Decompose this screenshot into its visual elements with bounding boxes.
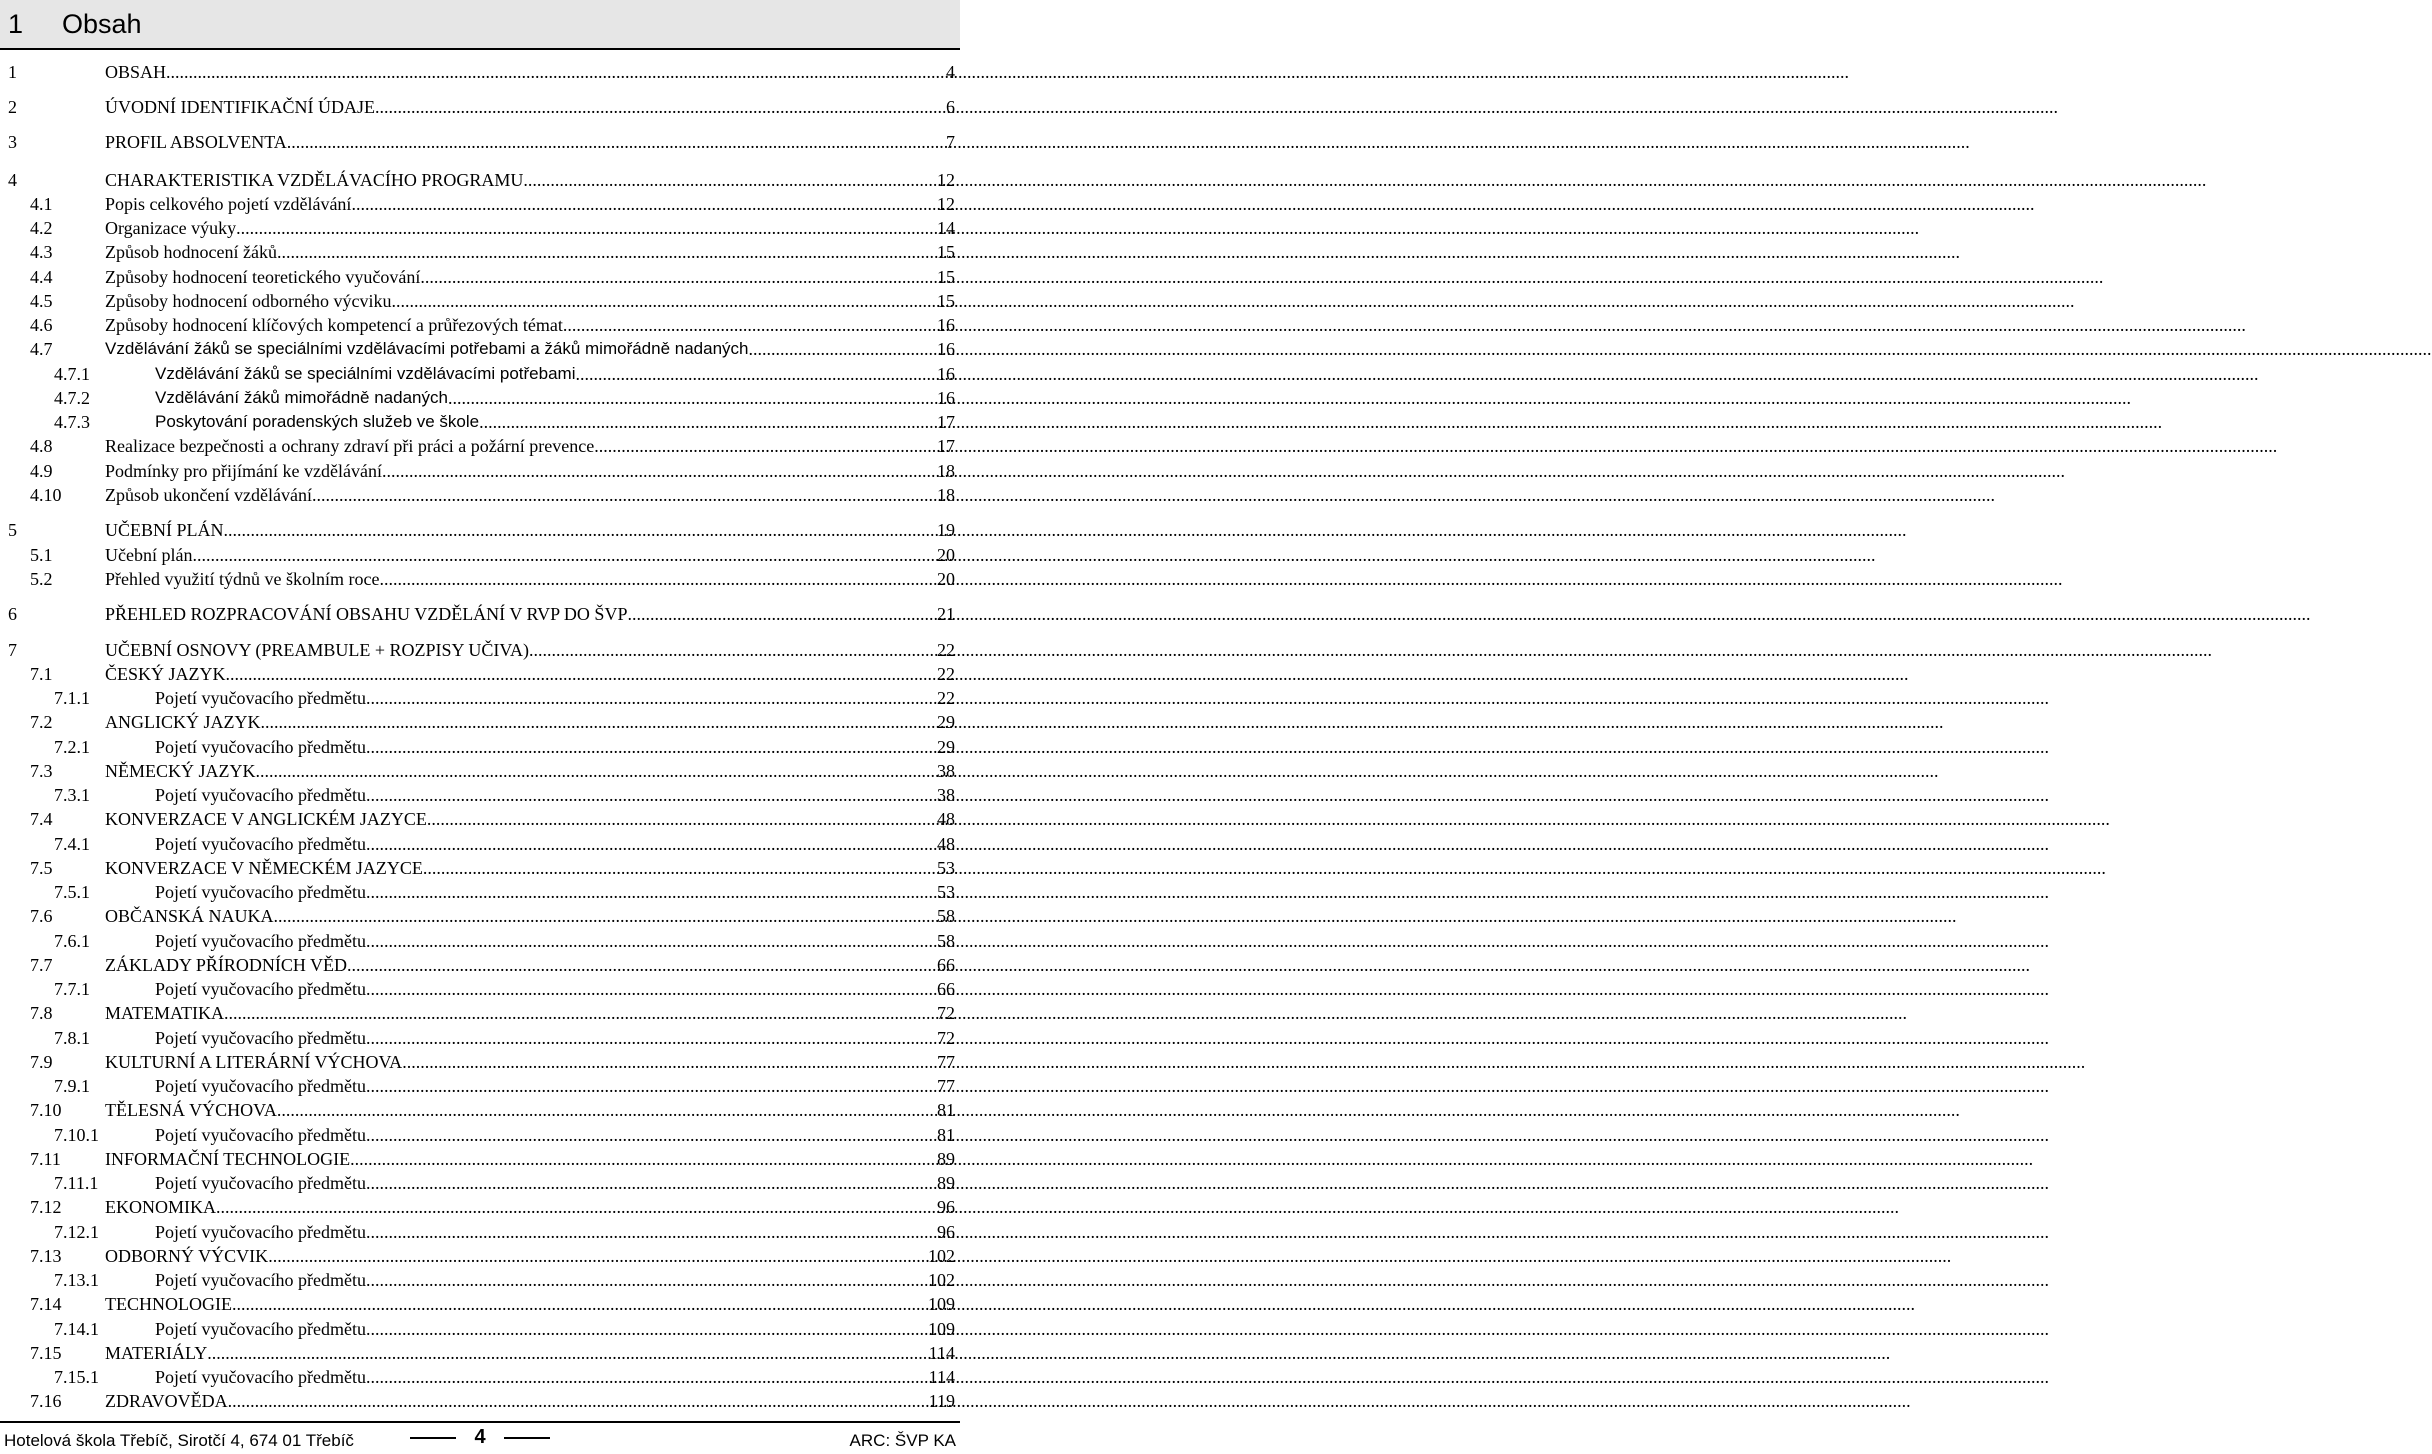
toc-dot-leader: [226, 664, 936, 684]
toc-dot-leader: [312, 485, 936, 505]
toc-entry-title: Pojetí vyučovacího předmětu: [155, 979, 366, 999]
toc-entry-page: 48: [937, 834, 955, 854]
toc-dot-leader: [563, 315, 936, 335]
toc-entry-number: 7.8.1: [54, 1028, 90, 1048]
toc-entry-page: 20: [937, 545, 955, 565]
toc-entry-title: Způsoby hodnocení klíčových kompetencí a průřezových témat: [105, 315, 563, 335]
toc-entry-number: 7.4: [30, 809, 53, 829]
toc-entry-title: Pojetí vyučovacího předmětu: [155, 1319, 366, 1339]
toc-dot-leader: [228, 1391, 928, 1411]
toc-entry-page: 14: [937, 218, 955, 238]
toc-entry[interactable]: [0, 710, 955, 732]
footer-page-value: 4: [474, 1426, 486, 1448]
toc-entry-title: KULTURNÍ A LITERÁRNÍ VÝCHOVA: [105, 1052, 403, 1072]
page-footer: [0, 1421, 960, 1454]
toc-entry-title: ÚVODNÍ IDENTIFIKAČNÍ ÚDAJE: [105, 97, 375, 117]
toc-entry-title: UČEBNÍ OSNOVY (PREAMBULE + ROZPISY UČIVA): [105, 640, 530, 660]
toc-dot-leader: [594, 436, 936, 456]
toc-dot-leader: [366, 1173, 936, 1193]
toc-entry-number: 4.7.2: [54, 388, 90, 408]
toc-entry-number: 7: [8, 640, 17, 660]
toc-entry-page: 22: [937, 664, 955, 684]
toc-entry-number: 7.11.1: [54, 1173, 99, 1193]
toc-entry[interactable]: [0, 686, 955, 708]
toc-entry-title: ČESKÝ JAZYK: [105, 664, 226, 684]
toc-entry-page: 12: [937, 170, 955, 190]
toc-dot-leader: [224, 1003, 936, 1023]
toc-dot-leader: [366, 882, 936, 902]
toc-entry-page: 18: [937, 485, 955, 505]
toc-entry-page: 66: [937, 955, 955, 975]
toc-entry-title: Přehled využití týdnů ve školním roce: [105, 569, 380, 589]
toc-dot-leader: [224, 520, 936, 540]
toc-entry-page: 29: [937, 712, 955, 732]
toc-entry-page: 96: [937, 1222, 955, 1242]
toc-entry-title: Pojetí vyučovacího předmětu: [155, 931, 366, 951]
toc-entry-number: 7.10: [30, 1100, 62, 1120]
toc-entry[interactable]: [0, 1001, 955, 1023]
toc-entry-title: INFORMAČNÍ TECHNOLOGIE: [105, 1149, 351, 1169]
toc-dot-leader: [420, 267, 936, 287]
toc-entry-page: 22: [937, 688, 955, 708]
toc-entry-page: 12: [937, 194, 955, 214]
toc-dot-leader: [366, 1319, 927, 1339]
toc-entry[interactable]: [0, 216, 955, 238]
toc-entry-page: 17: [937, 412, 955, 432]
toc-entry-page: 20: [937, 569, 955, 589]
footer-code: ARC: ŠVP KA: [849, 1431, 956, 1450]
toc-entry-page: 19: [937, 520, 955, 540]
toc-entry-number: 4.2: [30, 218, 53, 238]
toc-entry-title: KONVERZACE V ANGLICKÉM JAZYCE: [105, 809, 427, 829]
toc-entry[interactable]: [0, 759, 955, 781]
toc-entry-title: Pojetí vyučovacího předmětu: [155, 1367, 366, 1387]
toc-entry-title: Způsob ukončení vzdělávání: [105, 485, 312, 505]
toc-entry-number: 7.16: [30, 1391, 62, 1411]
toc-entry[interactable]: [0, 240, 955, 262]
toc-entry-number: 4.7.1: [54, 364, 90, 384]
toc-entry-page: 72: [937, 1003, 955, 1023]
toc-entry[interactable]: [0, 1292, 955, 1314]
toc-dot-leader: [366, 834, 936, 854]
toc-entry-number: 7.7.1: [54, 979, 90, 999]
toc-entry-title: Způsoby hodnocení odborného výcviku: [105, 291, 392, 311]
toc-entry-number: 7.1.1: [54, 688, 90, 708]
toc-dot-leader: [366, 688, 936, 708]
toc-entry-title: NĚMECKÝ JAZYK: [105, 761, 256, 781]
toc-entry-title: Pojetí vyučovacího předmětu: [155, 1173, 366, 1193]
toc-dot-leader: [366, 1125, 936, 1145]
toc-dot-leader: [277, 242, 936, 262]
toc-entry[interactable]: [0, 662, 955, 684]
toc-entry-page: 15: [937, 242, 955, 262]
toc-dot-leader: [350, 1149, 936, 1169]
toc-entry-number: 7.8: [30, 1003, 53, 1023]
toc-entry-title: Pojetí vyučovacího předmětu: [155, 1270, 366, 1290]
toc-entry-title: Vzdělávání žáků se speciálními vzdělávacími potřebami: [155, 364, 576, 383]
toc-entry[interactable]: [0, 638, 955, 660]
table-of-contents: [0, 0, 960, 1420]
toc-entry-page: 6: [946, 97, 955, 117]
toc-entry-number: 4.8: [30, 436, 53, 456]
toc-dot-leader: [427, 809, 936, 829]
toc-entry-number: 7.15.1: [54, 1367, 99, 1387]
toc-dot-leader: [366, 1076, 936, 1096]
toc-dot-leader: [207, 1343, 927, 1363]
toc-entry-page: 16: [937, 339, 955, 359]
footer-page-number: [0, 1426, 960, 1449]
toc-dot-leader: [256, 761, 937, 781]
toc-entry[interactable]: [0, 313, 955, 335]
toc-entry-page: 89: [937, 1173, 955, 1193]
toc-entry[interactable]: [0, 1074, 955, 1096]
toc-entry[interactable]: [0, 168, 955, 190]
toc-entry-number: 2: [8, 97, 17, 117]
toc-entry[interactable]: [0, 130, 955, 152]
toc-entry-title: Pojetí vyučovacího předmětu: [155, 785, 366, 805]
toc-entry-title: ZÁKLADY PŘÍRODNÍCH VĚD: [105, 955, 347, 975]
toc-dot-leader: [347, 955, 936, 975]
toc-entry-number: 7.13: [30, 1246, 62, 1266]
toc-entry-number: 7.9: [30, 1052, 53, 1072]
toc-entry-page: 29: [937, 737, 955, 757]
toc-entry[interactable]: [0, 518, 955, 540]
toc-dot-leader: [391, 291, 936, 311]
toc-entry-number: 4.1: [30, 194, 53, 214]
toc-entry[interactable]: [0, 904, 955, 926]
toc-entry-page: 81: [937, 1100, 955, 1120]
toc-entry-number: 7.13.1: [54, 1270, 99, 1290]
toc-entry[interactable]: [0, 60, 955, 82]
toc-entry-number: 7.14.1: [54, 1319, 99, 1339]
toc-dot-leader: [749, 339, 937, 359]
toc-dot-leader: [236, 218, 936, 238]
toc-entry-title: ODBORNÝ VÝCVIK: [105, 1246, 269, 1266]
toc-entry-page: 53: [937, 882, 955, 902]
toc-entry-page: 18: [937, 461, 955, 481]
toc-entry-number: 7.4.1: [54, 834, 90, 854]
toc-entry[interactable]: [0, 410, 955, 432]
heading-number: 1: [8, 9, 24, 39]
toc-entry-page: 109: [928, 1319, 955, 1339]
toc-entry[interactable]: [0, 1123, 955, 1145]
toc-dot-leader: [366, 785, 936, 805]
toc-entry-title: Podmínky pro přijímání ke vzdělávání: [105, 461, 382, 481]
toc-entry-page: 16: [937, 388, 955, 408]
toc-entry-title: Realizace bezpečnosti a ochrany zdraví při práci a požární prevence: [105, 436, 595, 456]
toc-entry-title: Učební plán: [105, 545, 193, 565]
toc-entry[interactable]: [0, 192, 955, 214]
toc-entry-number: 7.3: [30, 761, 53, 781]
toc-entry-title: MATERIÁLY: [105, 1343, 208, 1363]
toc-dot-leader: [261, 712, 937, 732]
toc-dot-leader: [268, 1246, 927, 1266]
toc-entry-number: 7.7: [30, 955, 53, 975]
toc-entry-number: 7.3.1: [54, 785, 90, 805]
toc-entry-page: 77: [937, 1052, 955, 1072]
toc-entry-number: 4.5: [30, 291, 53, 311]
toc-dot-leader: [366, 1270, 927, 1290]
toc-entry[interactable]: [0, 1244, 955, 1266]
toc-dot-leader: [375, 97, 945, 117]
toc-dot-leader: [366, 1222, 936, 1242]
toc-entry[interactable]: [0, 1050, 955, 1072]
toc-entry-page: 21: [937, 604, 955, 624]
toc-dot-leader: [575, 364, 936, 384]
toc-entry-title: MATEMATIKA: [105, 1003, 224, 1023]
toc-entry-title: Způsoby hodnocení teoretického vyučování: [105, 267, 421, 287]
toc-entry-number: 4: [8, 170, 17, 190]
toc-entry-title: PŘEHLED ROZPRACOVÁNÍ OBSAHU VZDĚLÁNÍ V RVP DO ŠVP: [105, 604, 628, 624]
toc-entry-title: Pojetí vyučovacího předmětu: [155, 737, 366, 757]
toc-entry-number: 6: [8, 604, 17, 624]
toc-dot-leader: [402, 1052, 936, 1072]
toc-entry-page: 89: [937, 1149, 955, 1169]
toc-entry[interactable]: [0, 735, 955, 757]
toc-entry-page: 96: [937, 1197, 955, 1217]
toc-entry[interactable]: [0, 1147, 955, 1169]
toc-entry[interactable]: [0, 880, 955, 902]
toc-dot-leader: [366, 931, 936, 951]
toc-entry-number: 4.7: [30, 339, 53, 359]
toc-dot-leader: [366, 1028, 936, 1048]
toc-entry-page: 16: [937, 364, 955, 384]
toc-dot-leader: [277, 1100, 936, 1120]
toc-entry-page: 15: [937, 267, 955, 287]
toc-dot-leader: [529, 640, 936, 660]
toc-entry[interactable]: [0, 459, 955, 481]
toc-entry-title: UČEBNÍ PLÁN: [105, 520, 224, 540]
toc-entry-number: 1: [8, 62, 17, 82]
toc-entry-page: 4: [946, 62, 955, 82]
toc-entry-number: 7.1: [30, 664, 53, 684]
toc-entry-page: 17: [937, 436, 955, 456]
toc-entry-title: TECHNOLOGIE: [105, 1294, 232, 1314]
toc-entry-number: 4.3: [30, 242, 53, 262]
toc-entry-page: 58: [937, 906, 955, 926]
toc-dot-leader: [448, 388, 936, 408]
toc-entry-number: 5: [8, 520, 17, 540]
toc-entry-number: 4.6: [30, 315, 53, 335]
toc-entry-title: CHARAKTERISTIKA VZDĚLÁVACÍHO PROGRAMU: [105, 170, 524, 190]
toc-entry-page: 109: [928, 1294, 955, 1314]
toc-entry[interactable]: [0, 953, 955, 975]
toc-entry-number: 4.10: [30, 485, 62, 505]
toc-dot-leader: [287, 132, 945, 152]
toc-entry-page: 22: [937, 640, 955, 660]
footer-school: Hotelová škola Třebíč, Sirotčí 4, 674 01 Třebíč: [4, 1431, 354, 1450]
toc-entry-page: 102: [928, 1246, 955, 1266]
toc-entry-title: OBSAH: [105, 62, 167, 82]
toc-dot-leader: [379, 569, 936, 589]
toc-entry-number: 7.9.1: [54, 1076, 90, 1096]
toc-entry[interactable]: [0, 265, 955, 287]
toc-entry[interactable]: [0, 977, 955, 999]
toc-entry[interactable]: [0, 1268, 955, 1290]
toc-dot-leader: [523, 170, 936, 190]
toc-entry[interactable]: [0, 807, 955, 829]
toc-entry-number: 7.5: [30, 858, 53, 878]
toc-entry-title: Organizace výuky: [105, 218, 237, 238]
toc-entry[interactable]: [0, 1098, 955, 1120]
toc-entry[interactable]: [0, 483, 955, 505]
toc-entry-title: Poskytování poradenských služeb ve škole: [155, 412, 480, 431]
toc-entry[interactable]: [0, 95, 955, 117]
toc-entry-number: 7.15: [30, 1343, 62, 1363]
toc-entry-page: 15: [937, 291, 955, 311]
toc-entry-page: 16: [937, 315, 955, 335]
toc-entry[interactable]: [0, 362, 955, 384]
toc-entry-page: 7: [946, 132, 955, 152]
toc-entry-page: 72: [937, 1028, 955, 1048]
toc-entry-number: 4.7.3: [54, 412, 90, 432]
toc-entry-title: EKONOMIKA: [105, 1197, 216, 1217]
toc-dot-leader: [274, 906, 936, 926]
toc-entry-title: Způsob hodnocení žáků: [105, 242, 277, 262]
toc-entry[interactable]: [0, 386, 955, 408]
toc-entry-title: Pojetí vyučovacího předmětu: [155, 1125, 366, 1145]
toc-entry-title: Pojetí vyučovacího předmětu: [155, 1222, 366, 1242]
toc-entry[interactable]: [0, 434, 955, 456]
toc-entry[interactable]: [0, 1365, 955, 1387]
toc-entry-page: 102: [928, 1270, 955, 1290]
toc-entry-number: 4.4: [30, 267, 53, 287]
toc-entry[interactable]: [0, 783, 955, 805]
toc-entry-title: KONVERZACE V NĚMECKÉM JAZYCE: [105, 858, 423, 878]
toc-entry-number: 3: [8, 132, 17, 152]
toc-entry-page: 66: [937, 979, 955, 999]
toc-entry-title: Pojetí vyučovacího předmětu: [155, 1076, 366, 1096]
toc-dot-leader: [351, 194, 936, 214]
toc-dot-leader: [366, 1367, 928, 1387]
toc-entry-page: 114: [928, 1367, 955, 1387]
toc-entry[interactable]: [0, 1317, 955, 1339]
toc-entry-title: Pojetí vyučovacího předmětu: [155, 882, 366, 902]
toc-entry-title: Pojetí vyučovacího předmětu: [155, 1028, 366, 1048]
toc-entry-page: 81: [937, 1125, 955, 1145]
toc-dot-leader: [366, 979, 936, 999]
toc-dot-leader: [366, 737, 936, 757]
toc-entry-number: 7.14: [30, 1294, 62, 1314]
toc-entry-number: 7.6.1: [54, 931, 90, 951]
toc-entry[interactable]: [0, 567, 955, 589]
toc-entry[interactable]: [0, 289, 955, 311]
toc-entry-title: Pojetí vyučovacího předmětu: [155, 688, 366, 708]
toc-entry[interactable]: [0, 543, 955, 565]
toc-entry-page: 38: [937, 761, 955, 781]
toc-entry[interactable]: [0, 1171, 955, 1193]
toc-dot-leader: [192, 545, 936, 565]
toc-entry[interactable]: [0, 602, 955, 624]
toc-entry-number: 5.2: [30, 569, 53, 589]
toc-entry-title: Pojetí vyučovacího předmětu: [155, 834, 366, 854]
toc-entry[interactable]: [0, 856, 955, 878]
toc-entry[interactable]: [0, 1389, 955, 1411]
toc-entry-title: ZDRAVOVĚDA: [105, 1391, 228, 1411]
toc-entry-title: OBČANSKÁ NAUKA: [105, 906, 274, 926]
toc-entry-number: 7.11: [30, 1149, 61, 1169]
toc-entry-number: 4.9: [30, 461, 53, 481]
toc-entry-page: 48: [937, 809, 955, 829]
toc-dot-leader: [166, 62, 945, 82]
toc-entry-number: 7.6: [30, 906, 53, 926]
toc-entry-number: 7.2: [30, 712, 53, 732]
toc-entry-page: 38: [937, 785, 955, 805]
toc-entry[interactable]: [0, 832, 955, 854]
toc-entry-title: PROFIL ABSOLVENTA: [105, 132, 287, 152]
toc-entry-title: Vzdělávání žáků mimořádně nadaných: [155, 388, 448, 407]
toc-entry-number: 7.10.1: [54, 1125, 99, 1145]
toc-entry-title: Vzdělávání žáků se speciálními vzdělávacími potřebami a žáků mimořádně nadaných: [105, 339, 749, 358]
toc-entry[interactable]: [0, 1195, 955, 1217]
toc-entry-number: 5.1: [30, 545, 53, 565]
toc-entry[interactable]: [0, 1026, 955, 1048]
toc-dot-leader: [216, 1197, 936, 1217]
toc-dot-leader: [479, 412, 936, 432]
toc-entry-title: Popis celkového pojetí vzdělávání: [105, 194, 352, 214]
toc-entry-number: 7.5.1: [54, 882, 90, 902]
toc-entry-number: 7.12: [30, 1197, 62, 1217]
toc-entry-page: 77: [937, 1076, 955, 1096]
toc-entry-title: ANGLICKÝ JAZYK: [105, 712, 261, 732]
toc-entry[interactable]: [0, 1220, 955, 1242]
toc-entry[interactable]: [0, 1341, 955, 1363]
toc-entry-number: 7.2.1: [54, 737, 90, 757]
toc-entry-page: 53: [937, 858, 955, 878]
toc-entry-number: 7.12.1: [54, 1222, 99, 1242]
toc-entry-page: 119: [928, 1391, 955, 1411]
toc-dot-leader: [382, 461, 936, 481]
toc-entry[interactable]: [0, 337, 955, 359]
toc-dot-leader: [627, 604, 936, 624]
heading-title: Obsah: [62, 9, 142, 39]
toc-entry[interactable]: [0, 929, 955, 951]
toc-dot-leader: [232, 1294, 927, 1314]
toc-entry-title: TĚLESNÁ VÝCHOVA: [105, 1100, 277, 1120]
toc-dot-leader: [423, 858, 936, 878]
toc-entry-page: 58: [937, 931, 955, 951]
toc-entry-page: 114: [928, 1343, 955, 1363]
